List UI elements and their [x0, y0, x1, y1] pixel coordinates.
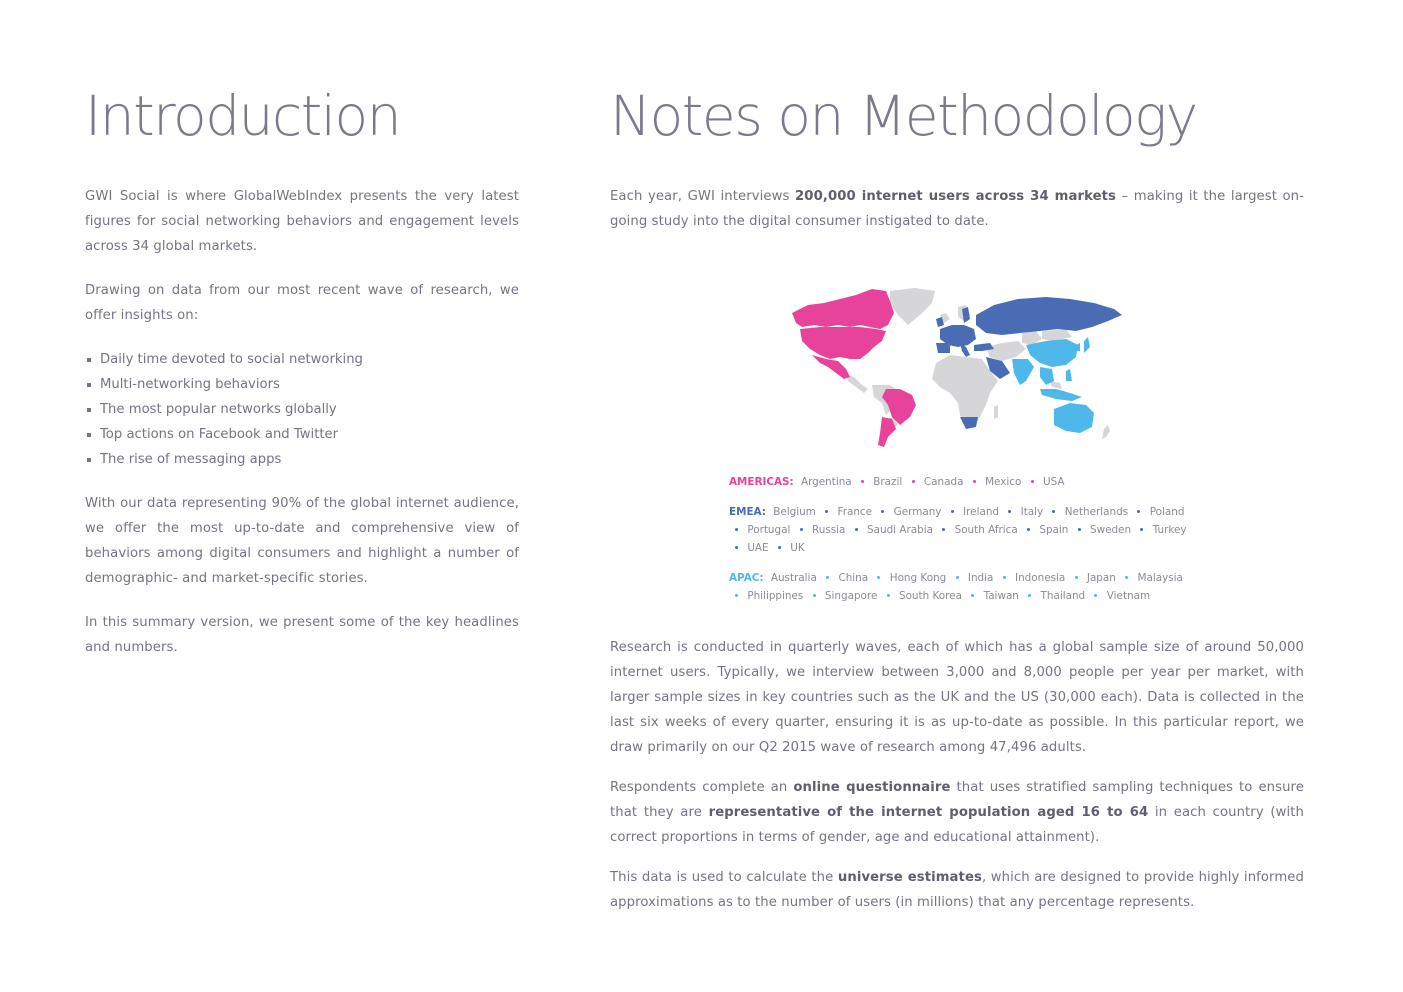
- separator-dot: [951, 510, 954, 513]
- country-name: Japan: [1086, 572, 1116, 584]
- list-item: Multi-networking behaviors: [85, 372, 519, 397]
- research-paragraph-3: This data is used to calculate the universe estimates, which are designed to provide highly informed approximations as to the number of users (in millions) that any percentage represents.: [610, 870, 1304, 910]
- country-name: Turkey: [1152, 524, 1187, 536]
- intro-paragraph-2: Drawing on data from our most recent wave of research, we offer insights on:: [85, 283, 519, 323]
- country-name: USA: [1042, 476, 1065, 488]
- separator-dot: [942, 528, 945, 531]
- separator-dot: [973, 480, 976, 483]
- methodology-title: Notes on Methodology: [610, 84, 1197, 148]
- separator-dot: [1031, 480, 1034, 483]
- intro-paragraph-4: In this summary version, we present some of the key headlines and numbers.: [85, 615, 519, 655]
- separator-dot: [1075, 576, 1078, 579]
- country-name: Brazil: [873, 476, 903, 488]
- separator-dot: [778, 546, 781, 549]
- country-name: Taiwan: [983, 590, 1019, 602]
- country-name: Poland: [1149, 506, 1185, 518]
- region-countries-emea: [729, 506, 1187, 554]
- separator-dot: [877, 576, 880, 579]
- country-name: Singapore: [824, 590, 878, 602]
- separator-dot: [1094, 594, 1097, 597]
- country-name: Belgium: [773, 506, 816, 518]
- introduction-title: Introduction: [85, 84, 401, 148]
- country-name: Italy: [1020, 506, 1044, 518]
- separator-dot: [825, 510, 828, 513]
- country-name: China: [838, 572, 869, 584]
- separator-dot: [1125, 576, 1128, 579]
- research-notes: [610, 635, 1304, 915]
- separator-dot: [1140, 528, 1143, 531]
- country-name: Netherlands: [1064, 506, 1129, 518]
- list-item: Top actions on Facebook and Twitter: [85, 422, 519, 447]
- separator-dot: [1052, 510, 1055, 513]
- separator-dot: [1027, 528, 1030, 531]
- world-map-graphic: [790, 285, 1125, 455]
- research-paragraph-2: Respondents complete an online questionnaire that uses stratified sampling techniques to ensure that they are representative of the internet population aged 16 to 64 in each country (with correct proportions in terms of gender, age and educational attainment).: [610, 780, 1304, 845]
- separator-dot: [735, 594, 738, 597]
- separator-dot: [912, 480, 915, 483]
- separator-dot: [971, 594, 974, 597]
- country-name: Vietnam: [1106, 590, 1151, 602]
- country-name: South Korea: [898, 590, 962, 602]
- insights-list: [85, 347, 519, 472]
- country-name: Australia: [770, 572, 817, 584]
- list-item: Daily time devoted to social networking: [85, 347, 519, 372]
- list-item: The most popular networks globally: [85, 397, 519, 422]
- separator-dot: [855, 528, 858, 531]
- country-name: Spain: [1039, 524, 1069, 536]
- country-name: Germany: [893, 506, 942, 518]
- intro-paragraph-1: GWI Social is where GlobalWebIndex presents the very latest figures for social networking behaviors and engagement levels across 34 global markets.: [85, 189, 519, 254]
- country-name: Mexico: [985, 476, 1022, 488]
- country-name: Indonesia: [1015, 572, 1066, 584]
- separator-dot: [800, 528, 803, 531]
- country-name: Saudi Arabia: [867, 524, 933, 536]
- research-paragraph-1: Research is conducted in quarterly waves, each of which has a global sample size of around 50,000 internet users. Typically, we interview between 3,000 and 8,000 people per year per market, with larger sample sizes in key countries such as the UK and the US (30,000 each). Data is collected in the last six weeks of every quarter, ensuring it is as up-to-date as possible. In this particular report, we draw primarily on our Q2 2015 wave of research among 47,496 adults.: [610, 640, 1304, 755]
- separator-dot: [956, 576, 959, 579]
- region-label-emea: EMEA:: [729, 506, 766, 518]
- separator-dot: [826, 576, 829, 579]
- region-legend: [729, 473, 1199, 617]
- country-name: UK: [790, 542, 805, 554]
- region-countries-apac: [729, 572, 1183, 602]
- country-name: Russia: [811, 524, 846, 536]
- legend-apac: [729, 569, 1199, 605]
- country-name: Argentina: [800, 476, 852, 488]
- country-name: Hong Kong: [889, 572, 947, 584]
- separator-dot: [881, 510, 884, 513]
- country-name: South Africa: [954, 524, 1018, 536]
- country-name: Portugal: [747, 524, 791, 536]
- list-item: The rise of messaging apps: [85, 447, 519, 472]
- country-name: UAE: [747, 542, 769, 554]
- country-name: Sweden: [1090, 524, 1132, 536]
- separator-dot: [1003, 576, 1006, 579]
- separator-dot: [1008, 510, 1011, 513]
- region-countries-americas: [801, 476, 1065, 488]
- separator-dot: [735, 528, 738, 531]
- country-name: Philippines: [747, 590, 804, 602]
- region-label-americas: AMERICAS:: [729, 476, 794, 488]
- separator-dot: [813, 594, 816, 597]
- separator-dot: [1137, 510, 1140, 513]
- region-label-apac: APAC:: [729, 572, 764, 584]
- separator-dot: [887, 594, 890, 597]
- country-name: Malaysia: [1137, 572, 1183, 584]
- separator-dot: [861, 480, 864, 483]
- country-name: India: [967, 572, 994, 584]
- methodology-section: [610, 80, 1304, 234]
- country-name: Thailand: [1040, 590, 1086, 602]
- methodology-lead: Each year, GWI interviews 200,000 internet users across 34 markets – making it the largest on-going study into the digital consumer instigated to date.: [610, 189, 1305, 229]
- legend-americas: [729, 473, 1199, 491]
- separator-dot: [1028, 594, 1031, 597]
- world-map: [790, 285, 1125, 455]
- legend-emea: [729, 503, 1199, 557]
- separator-dot: [1078, 528, 1081, 531]
- country-name: Canada: [923, 476, 964, 488]
- separator-dot: [735, 546, 738, 549]
- country-name: France: [837, 506, 873, 518]
- introduction-section: [85, 80, 519, 660]
- intro-paragraph-3: With our data representing 90% of the global internet audience, we offer the most up-to-date and comprehensive view of behaviors among digital consumers and highlight a number of demographic- and market-specific stories.: [85, 496, 519, 586]
- country-name: Ireland: [963, 506, 999, 518]
